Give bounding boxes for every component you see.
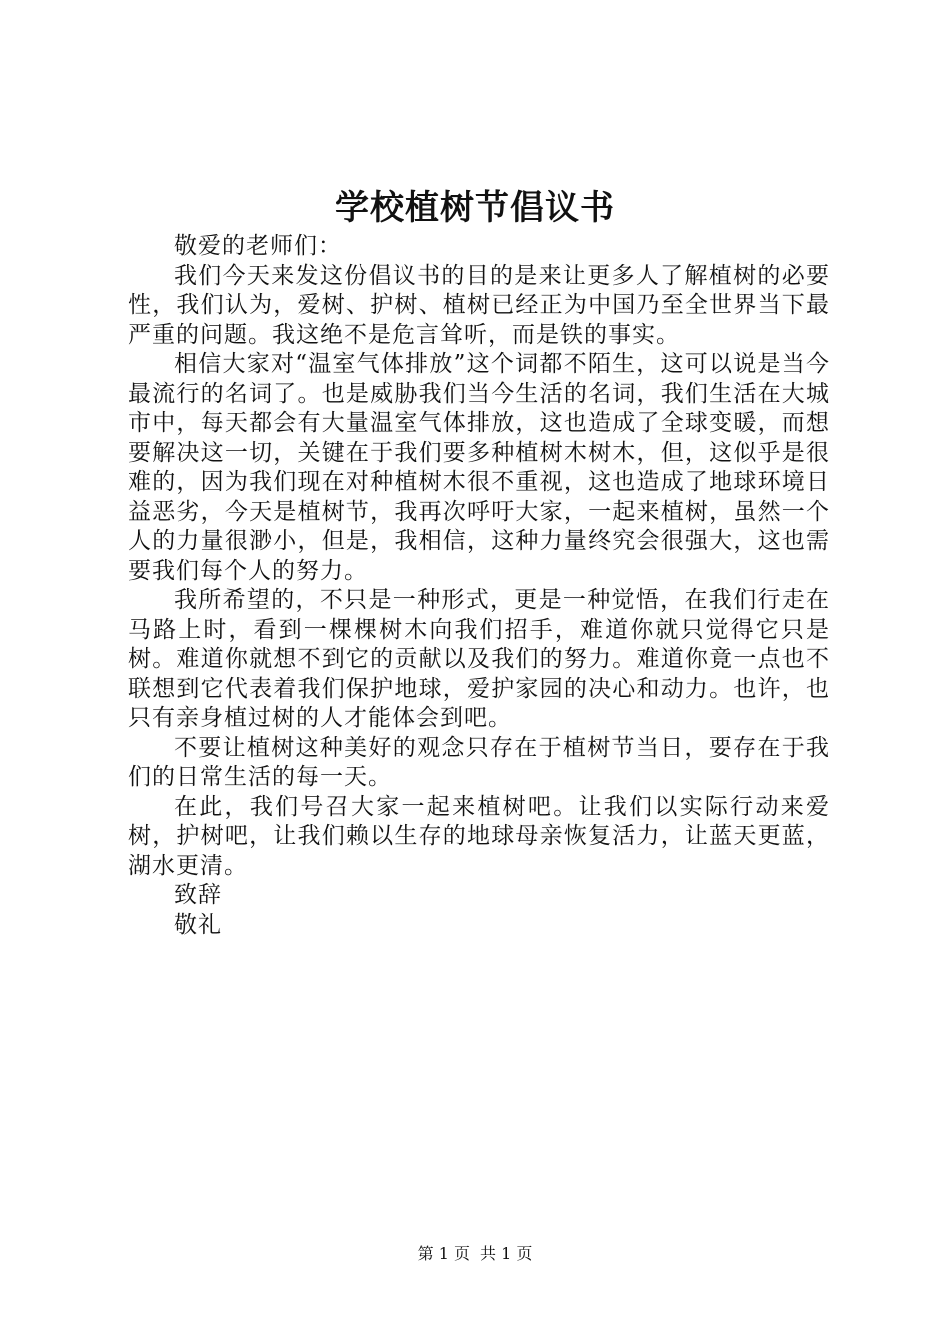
paragraph-5: 在此，我们号召大家一起来植树吧。让我们以实际行动来爱树，护树吧，让我们赖以生存的地球母亲恢复活力，让蓝天更蓝，湖水更清。 [128, 793, 830, 879]
document-body [128, 232, 830, 940]
document-title: 学校植树节倡议书 [335, 188, 615, 228]
page-number: 第 1 页 [417, 1244, 470, 1263]
paragraph-2: 相信大家对“温室气体排放”这个词都不陌生，这可以说是当今最流行的名词了。也是威胁我们当今生活的名词，我们生活在大城市中，每天都会有大量温室气体排放，这也造成了全球变暖，而想要解决这一切，关键在于我们要多种植树木树木，但，这似乎是很难的，因为我们现在对种植树木很不重视，这也造成了地球环境日益恶劣，今天是植树节，我再次呼吁大家，一起来植树，虽然一个人的力量很渺小，但是，我相信，这种力量终究会很强大，这也需要我们每个人的努力。 [128, 351, 830, 584]
paragraph-1: 我们今天来发这份倡议书的目的是来让更多人了解植树的必要性，我们认为，爱树、护树、植树已经正为中国乃至全世界当下最严重的问题。我这绝不是危言耸听，而是铁的事实。 [128, 262, 830, 348]
page-footer [0, 1243, 950, 1265]
paragraph-3: 我所希望的，不只是一种形式，更是一种觉悟，在我们行走在马路上时，看到一棵棵树木向我们招手，难道你就只觉得它只是树。难道你就想不到它的贡献以及我们的努力。难道你竟一点也不联想到它代表着我们保护地球，爱护家园的决心和动力。也许，也只有亲身植过树的人才能体会到吧。 [128, 587, 830, 731]
page-count: 共 1 页 [480, 1244, 533, 1263]
paragraph-4: 不要让植树这种美好的观念只存在于植树节当日，要存在于我们的日常生活的每一天。 [128, 734, 830, 790]
salutation: 敬爱的老师们： [174, 233, 342, 259]
closing-line-2: 敬礼 [174, 911, 222, 938]
closing-line-1: 致辞 [174, 882, 222, 908]
